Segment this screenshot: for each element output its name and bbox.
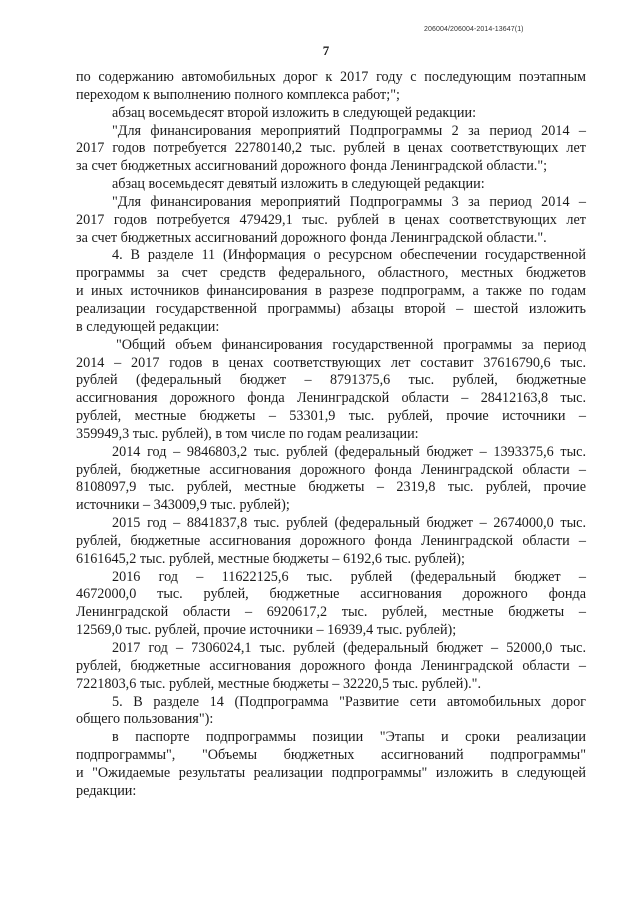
text-line: рублей, местные бюджеты – 53301,9 тыс. рублей, прочие источники –: [76, 408, 586, 425]
text-line: и "Ожидаемые результаты реализации подпрограммы" изложить в следующей: [76, 764, 586, 781]
text-line: реализации государственной программы) абзацы второй – шестой изложить: [76, 300, 586, 317]
text-line: в паспорте подпрограммы позиции "Этапы и сроки реализации: [112, 729, 586, 746]
text-line: за счет бюджетных ассигнований дорожного фонда Ленинградской области.";: [76, 158, 548, 175]
text-line: 2017 годов потребуется 22780140,2 тыс. рублей в ценах соответствующих лет: [76, 140, 586, 157]
text-line: 2017 год – 7306024,1 тыс. рублей (федеральный бюджет – 52000,0 тыс.: [112, 640, 586, 656]
text-line: 2014 год – 9846803,2 тыс. рублей (федеральный бюджет – 1393375,6 тыс.: [112, 443, 586, 460]
text-line: 2016 год – 11622125,6 тыс. рублей (федеральный бюджет –: [112, 568, 586, 585]
text-line: 4672000,0 тыс. рублей, бюджетные ассигнования дорожного фонда: [76, 586, 586, 603]
text-line: по содержанию автомобильных дорог к 2017 году с последующим поэтапным: [76, 69, 586, 85]
text-line: рублей, бюджетные ассигнования дорожного фонда Ленинградской области –: [76, 657, 586, 674]
text-line: 8108097,9 тыс. рублей, местные бюджеты – 2319,8 тыс. рублей, прочие: [76, 479, 586, 496]
text-line: "Общий объем финансирования государственной программы за период: [116, 336, 586, 353]
text-line: 12569,0 тыс. рублей, прочие источники – 16939,4 тыс. рублей);: [76, 622, 457, 639]
text-line: рублей, бюджетные ассигнования дорожного фонда Ленинградской области –: [76, 461, 586, 478]
text-line: 6161645,2 тыс. рублей, местные бюджеты – 6192,6 тыс. рублей);: [76, 550, 465, 567]
text-line: Ленинградской области – 6920617,2 тыс. рублей, местные бюджеты –: [76, 604, 586, 621]
text-line: 7221803,6 тыс. рублей, местные бюджеты – 32220,5 тыс. рублей).".: [76, 675, 481, 692]
text-line: "Для финансирования мероприятий Подпрограммы 3 за период 2014 –: [112, 193, 586, 210]
text-line: 2017 годов потребуется 479429,1 тыс. рублей в ценах соответствующих лет: [76, 211, 586, 228]
text-line: подпрограммы", "Объемы бюджетных ассигнований подпрограммы": [76, 747, 586, 764]
text-line: рублей, бюджетные ассигнования дорожного фонда Ленинградской области –: [76, 532, 586, 549]
text-line: 2014 – 2017 годов в ценах соответствующих лет составит 37616790,6 тыс.: [76, 354, 586, 371]
document-id: 206004/206004-2014-13647(1): [424, 26, 524, 33]
text-line: 5. В разделе 14 (Подпрограмма "Развитие сети автомобильных дорог: [112, 693, 586, 710]
text-line: в следующей редакции:: [76, 318, 220, 335]
text-line: и иных источников финансирования в разрезе подпрограмм, а также по годам: [76, 283, 586, 300]
text-line: общего пользования"):: [76, 711, 214, 728]
text-line: 4. В разделе 11 (Информация о ресурсном обеспечении государственной: [112, 247, 586, 264]
text-line: редакции:: [76, 782, 137, 799]
document-body: [76, 69, 586, 801]
text-line: источники – 343009,9 тыс. рублей);: [76, 497, 290, 514]
text-line: рублей (федеральный бюджет – 8791375,6 тыс. рублей, бюджетные: [76, 372, 586, 389]
text-line: ассигнования дорожного фонда Ленинградской области – 28412163,8 тыс.: [76, 390, 586, 407]
text-line: за счет бюджетных ассигнований дорожного фонда Ленинградской области.".: [76, 229, 547, 246]
text-line: абзац восемьдесят девятый изложить в следующей редакции:: [112, 176, 485, 193]
text-line: 359949,3 тыс. рублей), в том числе по годам реализации:: [76, 425, 419, 442]
text-line: 2015 год – 8841837,8 тыс. рублей (федеральный бюджет – 2674000,0 тыс.: [112, 515, 586, 532]
page-number: 7: [322, 43, 330, 58]
text-line: "Для финансирования мероприятий Подпрограммы 2 за период 2014 –: [112, 122, 586, 139]
text-line: переходом к выполнению полного комплекса работ;";: [76, 86, 400, 103]
text-line: программы за счет средств федерального, областного, местных бюджетов: [76, 265, 586, 282]
text-line: абзац восемьдесят второй изложить в следующей редакции:: [112, 104, 477, 121]
